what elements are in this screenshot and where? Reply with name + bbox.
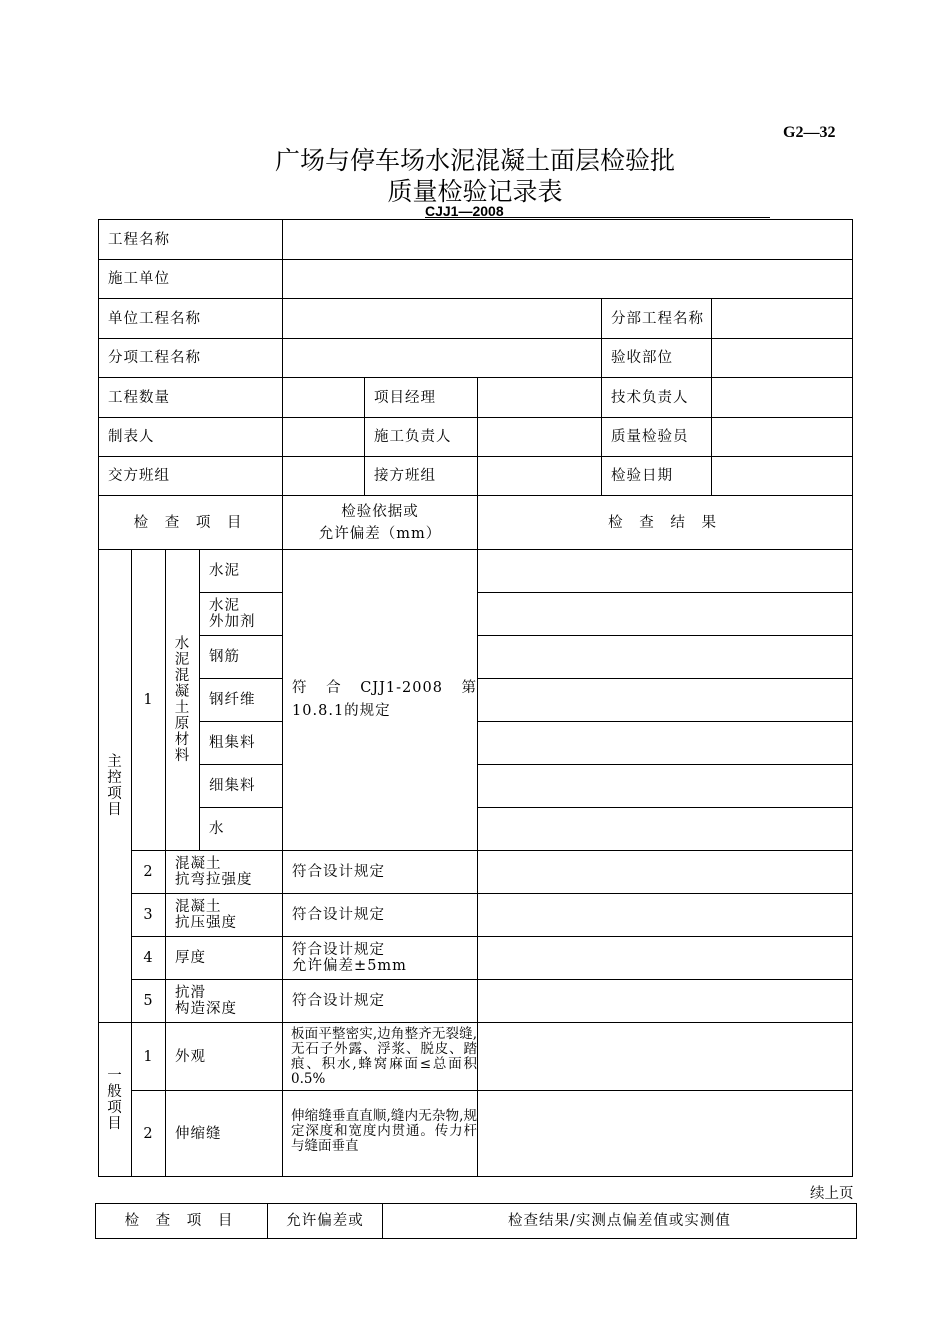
standard-code: CJJ1—2008: [425, 203, 504, 219]
result-coarse-aggregate[interactable]: [478, 722, 853, 765]
main-row5-basis: 符合设计规定: [283, 980, 478, 1023]
field-acceptance-part[interactable]: [712, 339, 853, 378]
general-row2-item: 伸缩缝: [166, 1091, 283, 1177]
main-row4-result[interactable]: [478, 937, 853, 980]
field-quality-inspector[interactable]: [712, 418, 853, 457]
cont-header-items: 检 查 项 目: [96, 1204, 268, 1239]
header-basis-line2: 允许偏差（mm）: [318, 525, 442, 542]
field-project-manager[interactable]: [478, 378, 602, 418]
main-control-label: 主控项目: [99, 550, 132, 1023]
header-basis: [283, 496, 478, 550]
general-row2-no: 2: [132, 1091, 166, 1177]
field-project-name[interactable]: [283, 220, 853, 260]
label-acceptance-part: 验收部位: [602, 339, 712, 378]
label-quality-inspector: 质量检验员: [602, 418, 712, 457]
main-row5-no: 5: [132, 980, 166, 1023]
general-row2-basis: 伸缩缝垂直直顺,缝内无杂物,规定深度和宽度内贯通。传力杆与缝面垂直: [283, 1091, 478, 1177]
main-row3-basis: 符合设计规定: [283, 894, 478, 937]
main-row2-result[interactable]: [478, 851, 853, 894]
main-row5-item: 抗滑 构造深度: [166, 980, 283, 1023]
material-coarse-aggregate: 粗集料: [200, 722, 283, 765]
field-technical-lead[interactable]: [712, 378, 853, 418]
material-fine-aggregate: 细集料: [200, 765, 283, 808]
label-handover-team: 交方班组: [99, 457, 283, 496]
field-inspection-date[interactable]: [712, 457, 853, 496]
raw-material-basis: 符 合 CJJ1-2008 第10.8.1的规定: [283, 550, 478, 851]
label-quantity: 工程数量: [99, 378, 283, 418]
label-tabulator: 制表人: [99, 418, 283, 457]
cont-header-tolerance: 允许偏差或: [268, 1204, 383, 1239]
field-handover-team[interactable]: [283, 457, 365, 496]
label-project-manager: 项目经理: [365, 378, 478, 418]
raw-material-group: 水泥混凝土原材料: [166, 550, 200, 851]
label-construction-lead: 施工负责人: [365, 418, 478, 457]
general-row2-result[interactable]: [478, 1091, 853, 1177]
result-cement[interactable]: [478, 550, 853, 593]
label-construction-unit: 施工单位: [99, 260, 283, 299]
main-row3-result[interactable]: [478, 894, 853, 937]
label-project-name: 工程名称: [99, 220, 283, 260]
general-row1-result[interactable]: [478, 1023, 853, 1091]
general-row1-basis: 板面平整密实,边角整齐无裂缝,无石子外露、浮浆、脱皮、踏痕、积水,蜂窝麻面≤总面积0.5%: [283, 1023, 478, 1091]
document-title-line1: 广场与停车场水泥混凝土面层检验批: [274, 146, 675, 175]
material-steel-fiber: 钢纤维: [200, 679, 283, 722]
continuation-header-table: [95, 1203, 857, 1239]
main-row2-item: 混凝土 抗弯拉强度: [166, 851, 283, 894]
main-row2-no: 2: [132, 851, 166, 894]
main-row2-basis: 符合设计规定: [283, 851, 478, 894]
field-quantity[interactable]: [283, 378, 365, 418]
label-inspection-date: 检验日期: [602, 457, 712, 496]
header-check-results: 检 查 结 果: [478, 496, 853, 550]
material-rebar: 钢筋: [200, 636, 283, 679]
material-cement: 水泥: [200, 550, 283, 593]
result-steel-fiber[interactable]: [478, 679, 853, 722]
material-water: 水: [200, 808, 283, 851]
label-receiving-team: 接方班组: [365, 457, 478, 496]
result-water[interactable]: [478, 808, 853, 851]
main-row3-item: 混凝土 抗压强度: [166, 894, 283, 937]
field-construction-unit[interactable]: [283, 260, 853, 299]
general-row1-no: 1: [132, 1023, 166, 1091]
result-fine-aggregate[interactable]: [478, 765, 853, 808]
field-receiving-team[interactable]: [478, 457, 602, 496]
main-row5-result[interactable]: [478, 980, 853, 1023]
field-tabulator[interactable]: [283, 418, 365, 457]
material-admixture: 水泥 外加剂: [200, 593, 283, 636]
main-row1-no: 1: [132, 550, 166, 851]
label-sub-item-project-name: 分项工程名称: [99, 339, 283, 378]
cont-header-results: 检查结果/实测点偏差值或实测值: [383, 1204, 857, 1239]
main-row3-no: 3: [132, 894, 166, 937]
field-division-project-name[interactable]: [712, 299, 853, 339]
standard-underline: [425, 217, 770, 218]
general-row1-item: 外观: [166, 1023, 283, 1091]
general-label: 一般项目: [99, 1023, 132, 1177]
header-basis-line1: 检验依据或: [341, 503, 419, 520]
label-unit-project-name: 单位工程名称: [99, 299, 283, 339]
document-title-line2: 质量检验记录表: [387, 177, 563, 206]
field-unit-project-name[interactable]: [283, 299, 602, 339]
header-check-items: 检 查 项 目: [99, 496, 283, 550]
field-construction-lead[interactable]: [478, 418, 602, 457]
result-rebar[interactable]: [478, 636, 853, 679]
main-row4-item: 厚度: [166, 937, 283, 980]
continued-label: 续上页: [810, 1186, 854, 1202]
label-division-project-name: 分部工程名称: [602, 299, 712, 339]
inspection-record-table: [98, 219, 853, 1177]
result-admixture[interactable]: [478, 593, 853, 636]
document-code: G2—32: [783, 124, 836, 141]
field-sub-item-project-name[interactable]: [283, 339, 602, 378]
main-row4-basis: 符合设计规定 允许偏差±5mm: [283, 937, 478, 980]
main-row4-no: 4: [132, 937, 166, 980]
label-technical-lead: 技术负责人: [602, 378, 712, 418]
